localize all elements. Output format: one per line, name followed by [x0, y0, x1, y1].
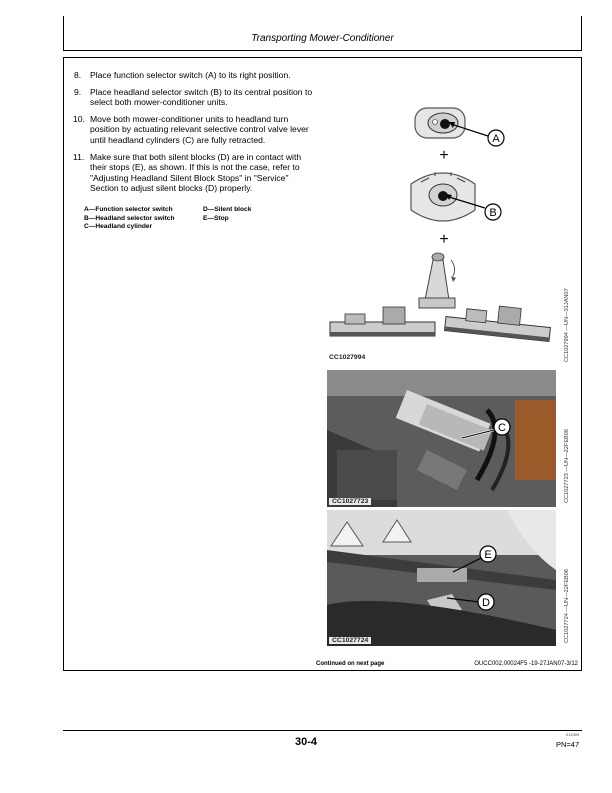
figure-1-caption: CC1027994: [329, 354, 366, 361]
continued-note: Continued on next page: [316, 661, 385, 667]
frame-header-rule: [63, 50, 582, 51]
frame-top-right-vertical: [581, 16, 582, 50]
function-selector-switch-illustration: [415, 108, 465, 138]
page-number: 30-4: [294, 736, 318, 748]
step-text: Place function selector switch (A) to its right position.: [90, 70, 291, 80]
leader-line-c-inner: [462, 430, 494, 438]
legend-item-b: B—Headland selector switch: [84, 214, 175, 222]
step-8: [74, 70, 319, 81]
page-header-title: Transporting Mower-Conditioner: [251, 33, 394, 44]
headland-selector-switch-illustration: [411, 172, 475, 221]
step-9: [74, 87, 319, 108]
callout-c-label: C: [498, 422, 506, 434]
legend-item-e: E—Stop: [203, 214, 229, 222]
legend-column-left: [84, 206, 175, 232]
silent-block-photo: [327, 510, 556, 646]
callout-a-label: A: [492, 133, 500, 145]
leader-line-d: [447, 598, 479, 602]
leader-line-e: [453, 558, 481, 572]
step-number: 10.: [73, 113, 85, 124]
step-number: 8.: [74, 70, 82, 80]
legend-item-d: D—Silent block: [203, 206, 252, 213]
pn-number: PN=47: [556, 740, 580, 749]
figure-3-caption: CC1027724: [329, 637, 371, 644]
step-number: 11.: [73, 151, 85, 162]
small-code: 012309: [566, 732, 580, 737]
figure-2-caption: CC1027723: [329, 498, 371, 505]
step-text: Make sure that both silent blocks (D) are in contact with their stops (E), as shown. If this is not the case, refer to "Adjusting Headland Silent Block Stops" in "Service" Section to adjust silent blocks (D) properly.: [90, 151, 302, 194]
frame-content-bottom: [63, 670, 582, 671]
callout-e: [480, 546, 496, 562]
document-code: OUCC002,00024F5 -19-27JAN07-3/12: [474, 661, 578, 667]
figure-1-side-code: CC1027994 —UN—31JAN07: [564, 288, 570, 362]
plus-sign-2: +: [439, 231, 449, 248]
frame-content-top: [63, 57, 582, 58]
frame-footer-rule: [63, 730, 582, 731]
callout-e-label: E: [484, 549, 492, 561]
callout-d: [478, 594, 494, 610]
callout-b: [485, 204, 501, 220]
step-text: Move both mower-conditioner units to headland turn position by actuating relevant selective control valve lever until headland cylinders (C) are fully retracted.: [90, 113, 309, 145]
switch-diagram: [325, 100, 560, 350]
legend-item-c: C—Headland cylinder: [84, 223, 153, 231]
step-11: [74, 152, 319, 194]
mower-units-illustration: [330, 306, 550, 341]
step-number: 9.: [74, 86, 82, 97]
plus-sign-1: +: [439, 147, 449, 164]
callout-b-label: B: [489, 207, 497, 219]
callout-a: [488, 130, 504, 146]
frame-right-border: [581, 57, 582, 671]
step-text: Place headland selector switch (B) to its central position to select both mower-conditioner units.: [90, 86, 313, 108]
legend-column-right: [203, 206, 251, 223]
legend-item-a: A—Function selector switch: [84, 206, 173, 213]
figure-3-side-code: CC1027724 —UN—22FEB06: [564, 569, 570, 643]
callout-c: [494, 419, 510, 435]
frame-left-border: [63, 57, 64, 671]
figure-2-side-code: CC1027723 —UN—22FEB06: [564, 429, 570, 503]
control-valve-lever-illustration: [419, 253, 456, 308]
step-list: [74, 70, 319, 200]
callout-d-label: D: [482, 597, 490, 609]
step-10: [74, 114, 319, 146]
headland-cylinder-photo: [327, 370, 556, 507]
